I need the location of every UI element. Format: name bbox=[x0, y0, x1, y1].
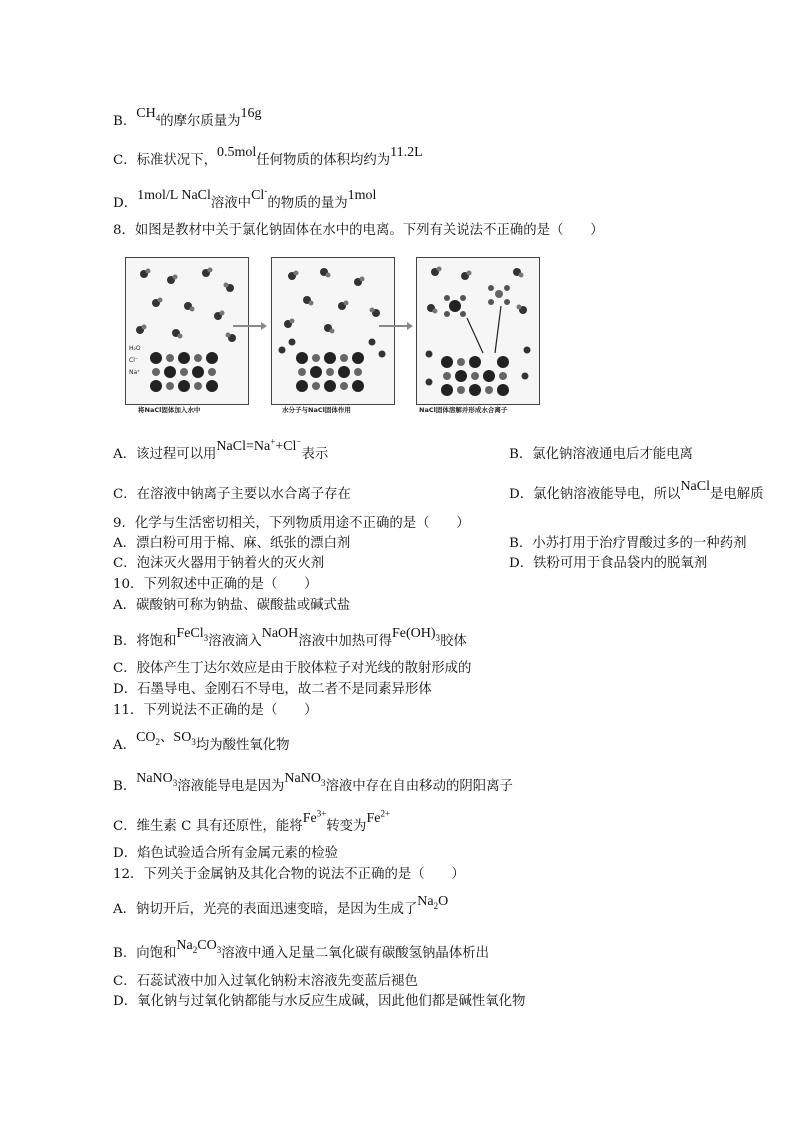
formula-nano3: NaNO$_3$ bbox=[136, 771, 178, 788]
q10-option-a: A．碳酸钠可称为钠盐、碳酸盐或碱式盐 bbox=[113, 598, 351, 613]
q7-option-c bbox=[113, 145, 704, 170]
q11-stem: 11．下列说法不正确的是（ ） bbox=[113, 703, 318, 718]
q8-options-ab bbox=[113, 436, 704, 464]
q12-option-a: A．钠切开后，光亮的表面迅速变暗，是因为生成了$Na_2O$ bbox=[113, 894, 449, 917]
formula-fe3: $Fe^{3+}$ bbox=[302, 808, 327, 826]
arrow-right-icon bbox=[379, 322, 413, 330]
option-text: 的摩尔质量为 bbox=[160, 114, 241, 129]
q11-option-b: B．NaNO$_3$溶液能导电是因为NaNO$_3$溶液中存在自由移动的阴阳离子 bbox=[113, 771, 513, 794]
value-11-2l: 11.2L bbox=[390, 145, 423, 160]
formula-fecl3: FeCl$_3$ bbox=[176, 626, 209, 643]
q10-option-c: C．胶体产生丁达尔效应是由于胶体粒子对光线的散射形成的 bbox=[113, 661, 472, 676]
option-text: 表示 bbox=[301, 447, 329, 462]
q9-options-cd bbox=[113, 555, 708, 573]
molecule-drawing bbox=[126, 258, 248, 404]
formula-ch4: $CH_4$ bbox=[136, 106, 161, 123]
q9-option-d: D．铁粉可用于食品袋内的脱氧剂 bbox=[509, 556, 708, 571]
q12-stem: 12．下列关于金属钠及其化合物的说法不正确的是（ ） bbox=[113, 867, 465, 882]
label-h2o: H₂O bbox=[129, 345, 141, 352]
q11-option-c: C．维生素 C 具有还原性，能将$Fe^{3+}$转变为$Fe^{2+}$ bbox=[113, 808, 391, 834]
formula-cl: Cl- bbox=[251, 185, 268, 203]
label-na: Na⁺ bbox=[129, 369, 141, 376]
formula-na2co3: $Na_2CO_3$ bbox=[176, 938, 222, 955]
molecule-drawing bbox=[417, 258, 539, 404]
q8-options-cd bbox=[113, 479, 764, 504]
figure-caption-1: 将NaCl固体加入水中 bbox=[138, 406, 201, 414]
formula-nacl-ionization: NaCl=Na++Cl− bbox=[216, 436, 302, 454]
q7-option-d bbox=[113, 185, 704, 213]
label-cl: Cl⁻ bbox=[129, 357, 139, 364]
formula-so3: $SO_3$ bbox=[173, 730, 196, 747]
option-text: 溶液中 bbox=[210, 196, 252, 211]
option-text: 任何物质的体积均约为 bbox=[256, 153, 391, 168]
option-text: 的物质的量为 bbox=[267, 196, 348, 211]
formula-co2: $CO_2$ bbox=[136, 730, 161, 747]
option-label: D． bbox=[113, 196, 138, 211]
value-16g: 16g bbox=[240, 106, 262, 121]
formula-feoh3: $Fe(OH)_3$ bbox=[391, 626, 441, 643]
value-0-5mol: 0.5mol bbox=[216, 145, 257, 160]
formula-na2o: $Na_2O$ bbox=[417, 894, 449, 911]
formula-fe2: $Fe^{2+}$ bbox=[366, 808, 391, 826]
q12-option-c: C．石蕊试液中加入过氧化钠粉末溶液先变蓝后褪色 bbox=[113, 974, 418, 989]
q11-option-d: D．焰色试验适合所有金属元素的检验 bbox=[113, 846, 338, 861]
option-text: A．该过程可以用 bbox=[113, 447, 217, 462]
formula-naoh: NaOH bbox=[261, 626, 299, 641]
molecule-drawing bbox=[272, 258, 394, 404]
q10-option-d: D．石墨导电、金刚石不导电，故二者不是同素异形体 bbox=[113, 682, 432, 697]
arrow-right-icon bbox=[233, 322, 267, 330]
q10-option-b: B．将饱和FeCl$_3$溶液滴入NaOH溶液中加热可得$Fe(OH)_3$胶体 bbox=[113, 626, 467, 649]
value-1mol: 1mol bbox=[347, 188, 377, 203]
figure-caption-2: 水分子与NaCl固体作用 bbox=[282, 406, 351, 414]
q7-option-b bbox=[113, 106, 704, 131]
q8-stem: 8．如图是教材中关于氯化钠固体在水中的电离。下列有关说法不正确的是（ ） bbox=[113, 223, 604, 238]
q9-options-ab bbox=[113, 535, 747, 553]
q11-option-a: A．$CO_2$、$SO_3$均为酸性氧化物 bbox=[113, 730, 290, 753]
q10-stem: 10．下列叙述中正确的是（ ） bbox=[113, 577, 318, 592]
figure-panel-3 bbox=[416, 257, 540, 405]
formula-nano3: NaNO$_3$ bbox=[284, 771, 326, 788]
q12-option-b: B．向饱和$Na_2CO_3$溶液中通入足量二氧化碳有碳酸氢钠晶体析出 bbox=[113, 938, 489, 961]
q9-option-b: B．小苏打用于治疗胃酸过多的一种药剂 bbox=[509, 536, 747, 551]
option-label: B． bbox=[113, 114, 137, 129]
q8-option-d: D．氯化钠溶液能导电，所以NaCl是电解质 bbox=[509, 479, 764, 502]
q9-option-c: C．泡沫灭火器用于钠着火的灭火剂 bbox=[113, 556, 325, 571]
q8-option-c: C．在溶液中钠离子主要以水合离子存在 bbox=[113, 487, 351, 502]
value-nacl-conc: 1mol/L NaCl bbox=[137, 188, 211, 203]
option-text: C．标准状况下， bbox=[113, 153, 217, 168]
q12-option-d: D．氧化钠与过氧化钠都能与水反应生成碱，因此他们都是碱性氧化物 bbox=[113, 994, 526, 1009]
figure-panel-1 bbox=[125, 257, 249, 405]
figure-panel-2 bbox=[271, 257, 395, 405]
figure-caption-3: NaCl固体溶解并形成水合离子 bbox=[419, 406, 508, 414]
q8-option-b: B．氯化钠溶液通电后才能电离 bbox=[509, 447, 693, 462]
q9-option-a: A．漂白粉可用于棉、麻、纸张的漂白剂 bbox=[113, 536, 351, 551]
q9-stem: 9．化学与生活密切相关，下列物质用途不正确的是（ ） bbox=[113, 516, 470, 531]
